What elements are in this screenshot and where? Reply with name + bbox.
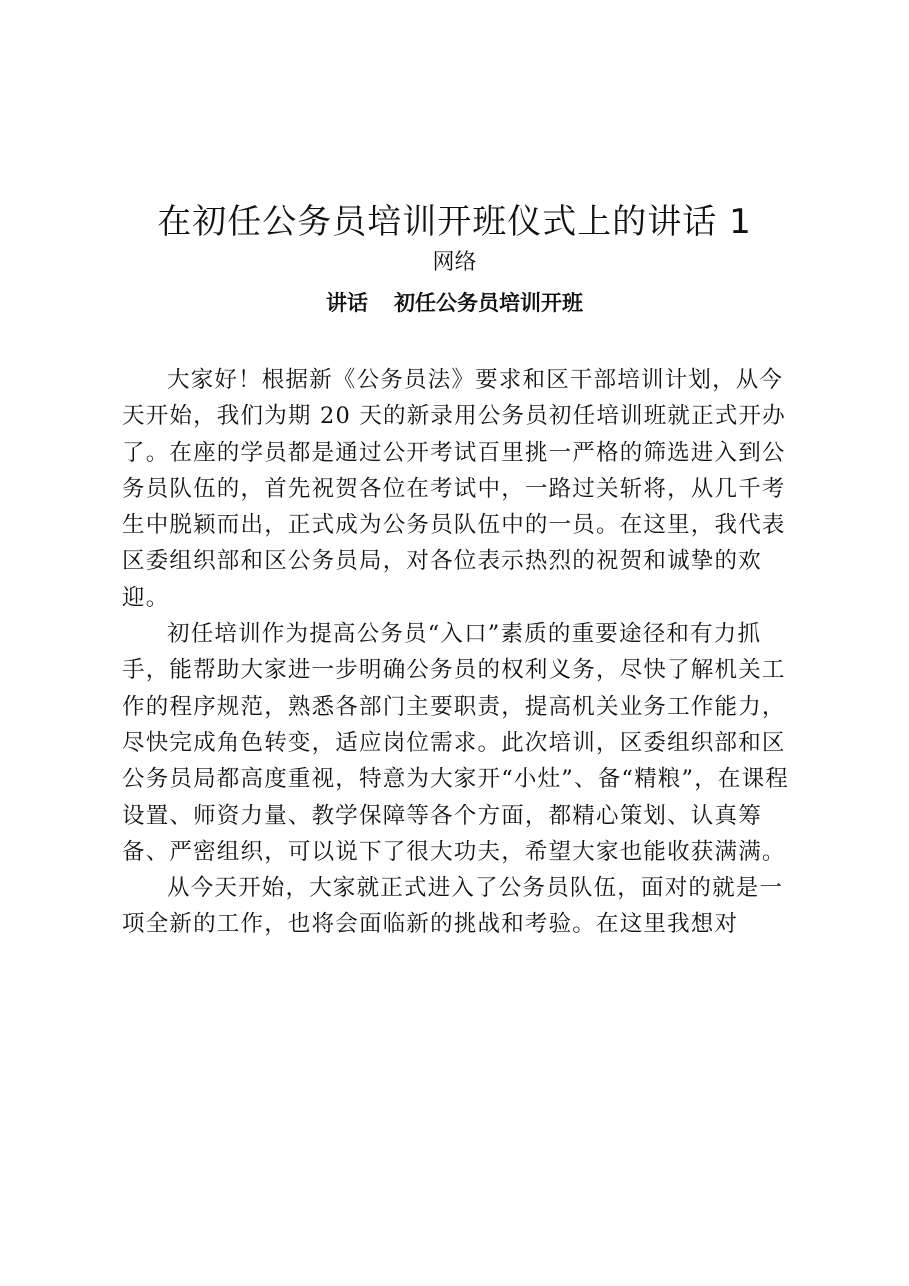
tag-speech: 讲话 xyxy=(326,290,368,315)
document-tags xyxy=(0,288,909,318)
document-title: 在初任公务员培训开班仪式上的讲话 1 xyxy=(157,202,752,242)
document-source: 网络 xyxy=(432,250,477,275)
paragraph-1: 大家好！根据新《公务员法》要求和区干部培训计划，从今天开始，我们为期 20 天的新录用公务员初任培训班就正式开办了。在座的学员都是通过公开考试百里挑一严格的筛选进入到公务员队伍的，首先祝贺各位在考试中，一路过关斩将，从几千考生中脱颖而出，正式成为公务员队伍中的一员。在这里，我代表区委组织部和区公务员局，对各位表示热烈的祝贺和诚挚的欢迎。 xyxy=(122,367,786,611)
paragraph-2: 初任培训作为提高公务员“入口”素质的重要途径和有力抓手，能帮助大家进一步明确公务员的权利义务，尽快了解机关工作的程序规范，熟悉各部门主要职责，提高机关业务工作能力，尽快完成角色转变，适应岗位需求。此次培训，区委组织部和区公务员局都高度重视，特意为大家开“小灶”、备“精粮”，在课程设置、师资力量、教学保障等各个方面，都精心策划、认真筹备、严密组织，可以说下了很大功夫，希望大家也能收获满满。 xyxy=(122,621,790,865)
paragraph-3: 从今天开始，大家就正式进入了公务员队伍，面对的就是一项全新的工作，也将会面临新的挑战和考验。在这里我想对 xyxy=(122,875,784,938)
document-body xyxy=(122,362,802,943)
tag-training: 初任公务员培训开班 xyxy=(394,290,583,315)
